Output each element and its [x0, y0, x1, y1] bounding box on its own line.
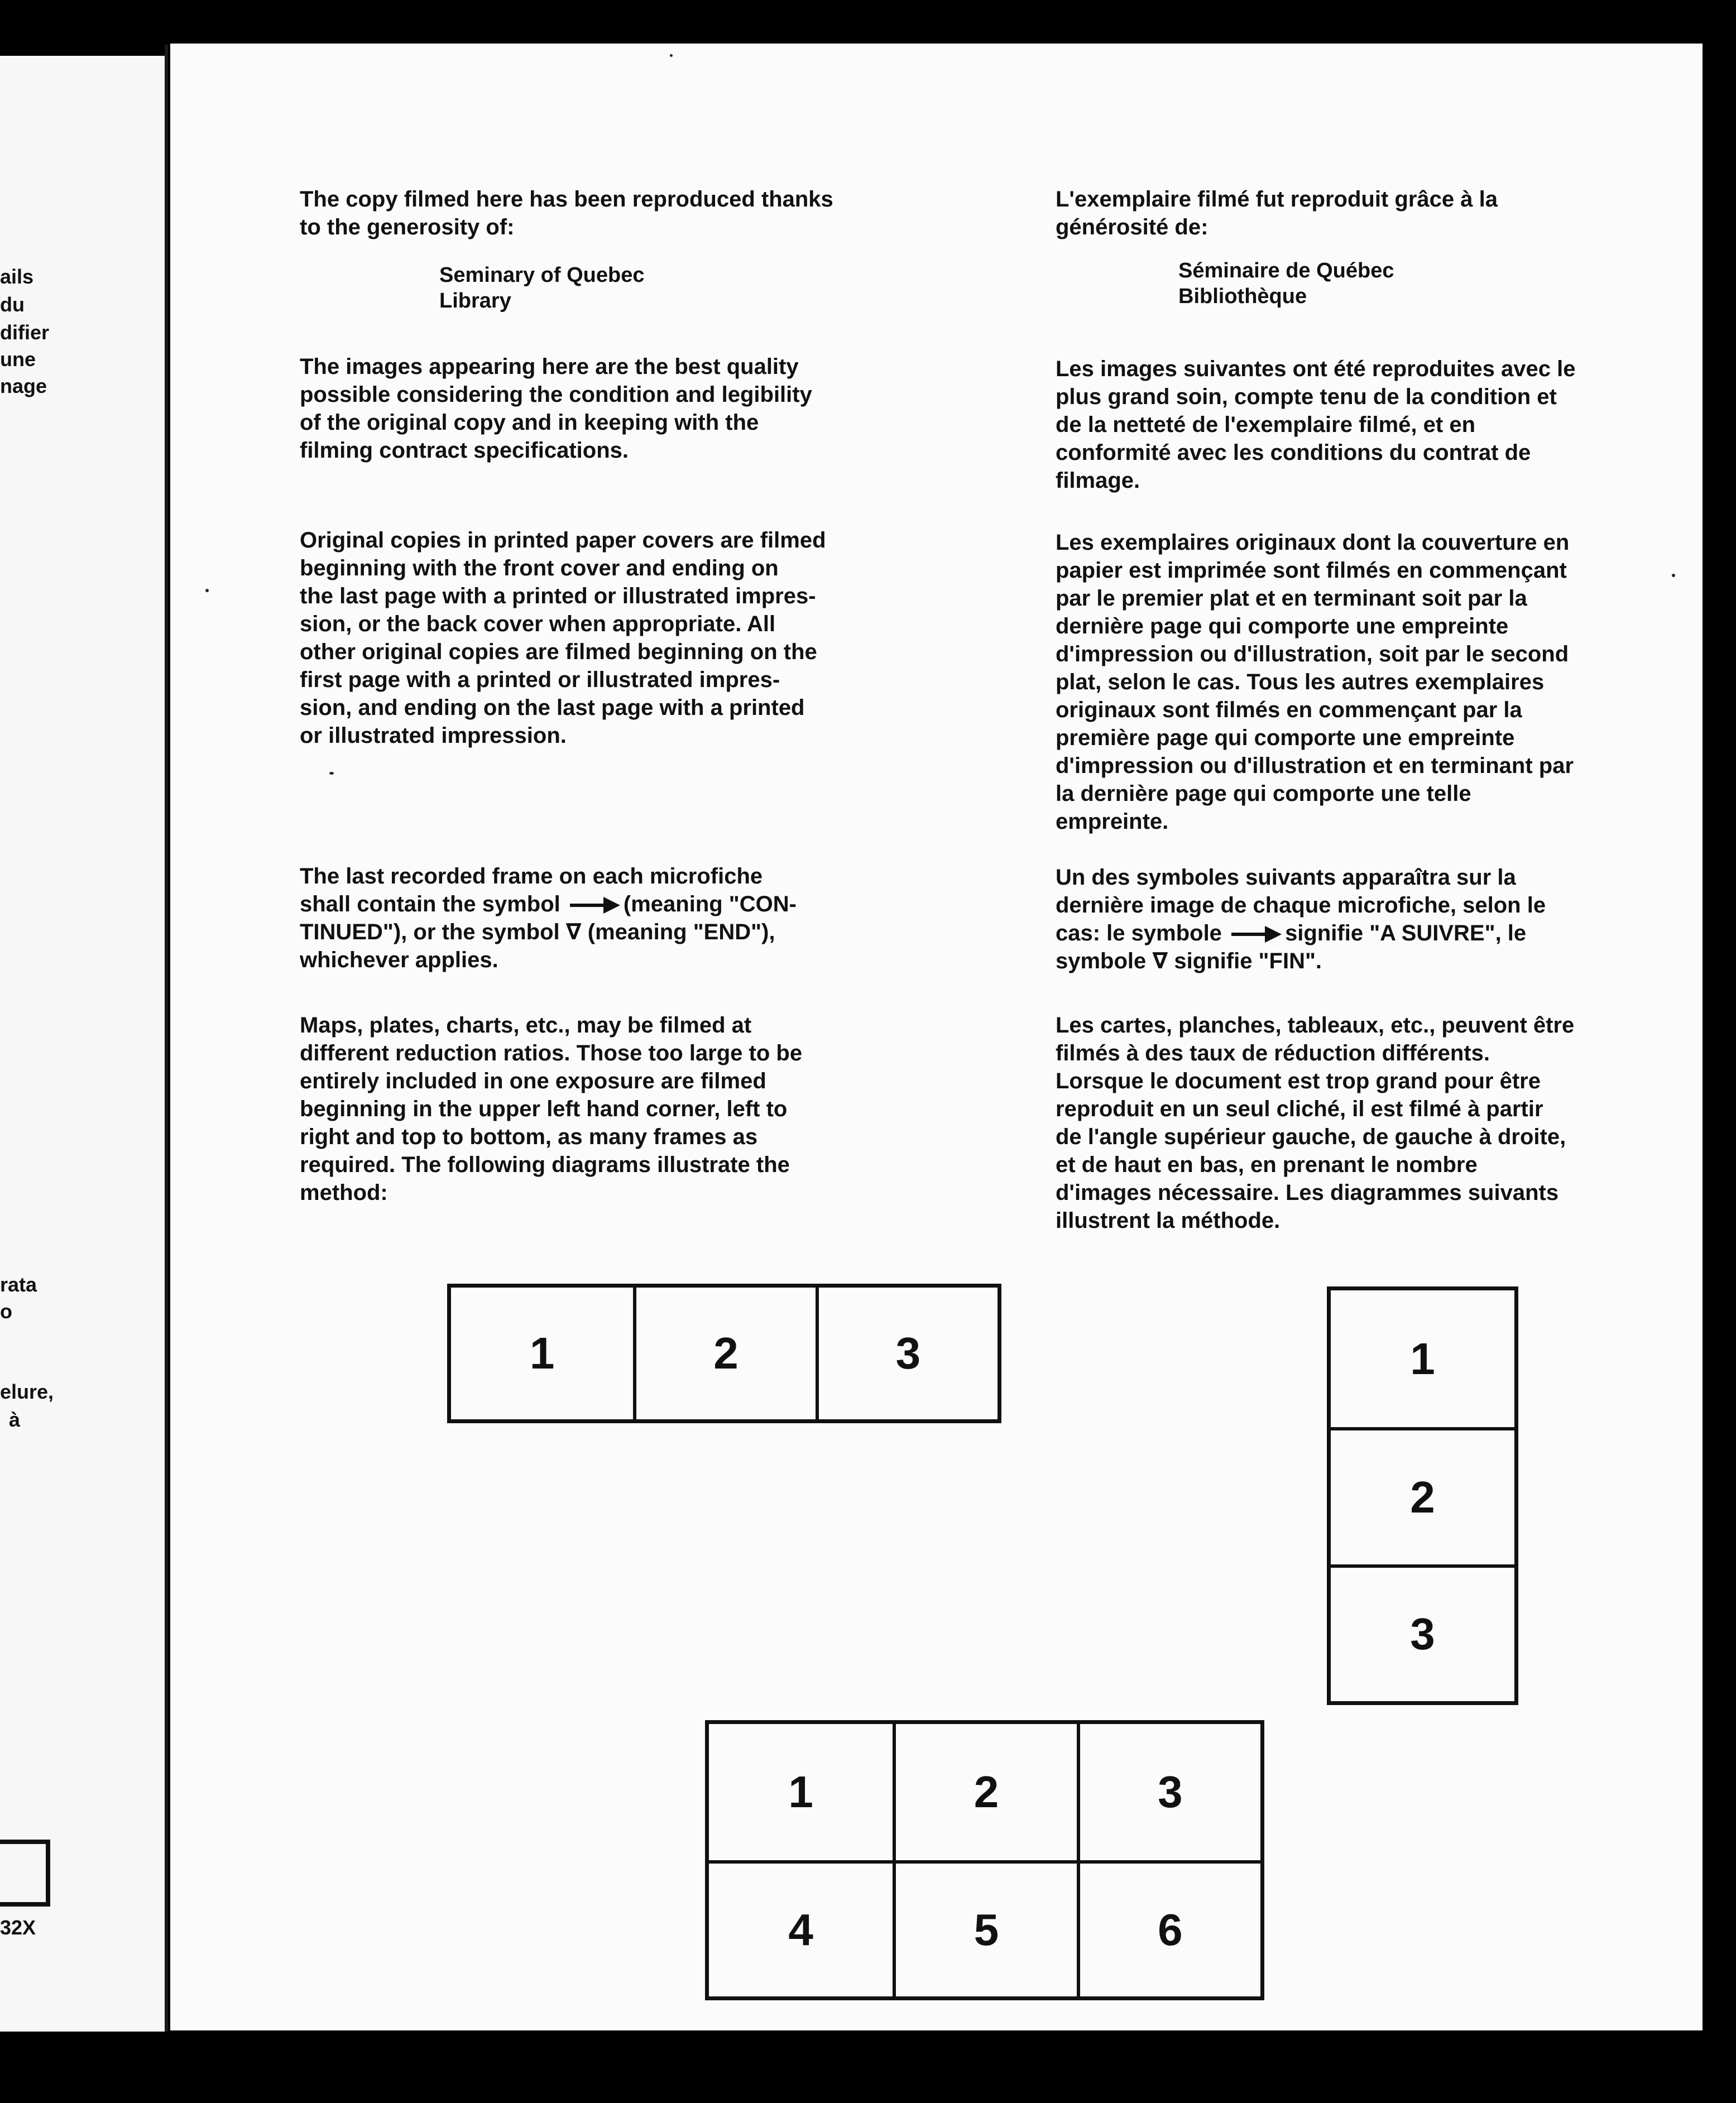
text-line: dernière page qui comporte une empreinte: [1056, 614, 1509, 638]
text-line: et de haut en bas, en prenant le nombre: [1056, 1153, 1478, 1177]
left-fragment-text: rata: [0, 1273, 37, 1296]
text-line: filming contract specifications.: [300, 438, 629, 463]
frame-cell: 4: [709, 1860, 893, 1996]
text-line: Les cartes, planches, tableaux, etc., peuvent être: [1056, 1013, 1575, 1038]
text-line: de l'angle supérieur gauche, de gauche à droite,: [1056, 1125, 1566, 1149]
text-line: d'impression ou d'illustration et en terminant par: [1056, 753, 1574, 778]
text-line: [300, 890, 797, 918]
frame-cell: 1: [788, 1767, 813, 1817]
reduction-ratio-box: [0, 1840, 50, 1907]
french-institution: [1056, 258, 1394, 309]
french-symbols-note: [1056, 863, 1546, 975]
frame-cell: 2: [893, 1724, 1076, 1860]
text-line: par le premier plat et en terminant soit par la: [1056, 586, 1527, 611]
left-fragment-text: 32X: [0, 1916, 36, 1939]
text-span: signifie "A SUIVRE", le: [1285, 921, 1527, 945]
left-fragment-text: difier: [0, 321, 50, 344]
text-line: right and top to bottom, as many frames as: [300, 1125, 758, 1149]
text-line: d'images nécessaire. Les diagrammes suivants: [1056, 1180, 1559, 1205]
frame-cell: 3: [1077, 1724, 1260, 1860]
text-line: conformité avec les conditions du contrat de: [1056, 440, 1531, 465]
text-line: of the original copy and in keeping with the: [300, 410, 759, 435]
text-line: first page with a printed or illustrated impres-: [300, 668, 780, 692]
text-line: beginning in the upper left hand corner, left to: [300, 1097, 788, 1121]
frame-cell: 2: [1331, 1427, 1514, 1564]
english-covers-note: [300, 526, 826, 750]
right-edge: [1703, 33, 1736, 2043]
text-line: different reduction ratios. Those too large to be: [300, 1041, 803, 1065]
text-line: Maps, plates, charts, etc., may be filmed at: [300, 1013, 752, 1038]
text-line: papier est imprimée sont filmés en commençant: [1056, 558, 1567, 583]
text-line: filmés à des taux de réduction différents.: [1056, 1041, 1490, 1065]
scan-speck: [670, 54, 673, 57]
text-line: Séminaire de Québec: [1178, 259, 1394, 282]
left-fragment-text: du: [0, 293, 25, 316]
text-line: Bibliothèque: [1178, 285, 1307, 308]
text-line: originaux sont filmés en commençant par la: [1056, 698, 1522, 722]
text-line: Library: [439, 289, 511, 313]
end-triangle-icon: ∇: [1152, 949, 1168, 973]
text-span: symbole: [1056, 949, 1147, 973]
text-line: [1056, 919, 1546, 947]
text-line: entirely included in one exposure are filmed: [300, 1069, 766, 1093]
text-line: sion, and ending on the last page with a printed: [300, 695, 805, 720]
text-line: plus grand soin, compte tenu de la condition et: [1056, 385, 1557, 409]
text-span: TINUED"), or the symbol: [300, 920, 560, 944]
frame-cell: 6: [1077, 1860, 1260, 1996]
text-line: plat, selon le cas. Tous les autres exemplaires: [1056, 670, 1545, 694]
text-line: Un des symboles suivants apparaîtra sur la: [1056, 865, 1516, 890]
text-line: illustrent la méthode.: [1056, 1208, 1281, 1233]
french-maps-note: [1056, 1011, 1574, 1235]
frame-cell: 3: [1331, 1564, 1514, 1701]
frame-cell: 2: [633, 1288, 815, 1419]
left-fragment-text: o: [0, 1300, 12, 1323]
french-covers-note: [1056, 529, 1574, 836]
left-fragment-text: elure,: [0, 1380, 54, 1403]
text-line: de la netteté de l'exemplaire filmé, et en: [1056, 412, 1476, 437]
text-line: première page qui comporte une empreinte: [1056, 726, 1515, 750]
diagram-vertical-strip: [1327, 1286, 1518, 1705]
text-line: la dernière page qui comporte une telle: [1056, 781, 1471, 806]
left-fragment-text: à: [9, 1408, 21, 1431]
french-thanks: [1056, 185, 1498, 241]
text-line: The images appearing here are the best quality: [300, 354, 799, 379]
text-line: the last page with a printed or illustrated impres-: [300, 584, 816, 608]
text-line: Les images suivantes ont été reproduites avec le: [1056, 357, 1576, 381]
english-symbols-note: [300, 862, 797, 974]
text-line: filmage.: [1056, 468, 1140, 493]
text-line: or illustrated impression.: [300, 723, 567, 748]
left-fragment-text: une: [0, 348, 36, 371]
text-line: Les exemplaires originaux dont la couverture en: [1056, 530, 1570, 555]
text-line: générosité de:: [1056, 215, 1209, 239]
frame-cell: 3: [816, 1288, 998, 1419]
text-line: possible considering the condition and legibility: [300, 382, 812, 407]
text-line: method:: [300, 1180, 388, 1205]
diagram-grid: [705, 1720, 1264, 2000]
text-line: to the generosity of:: [300, 215, 515, 239]
text-line: required. The following diagrams illustrate the: [300, 1153, 790, 1177]
frame-cell: 1: [529, 1328, 555, 1378]
text-line: d'impression ou d'illustration, soit par le second: [1056, 642, 1569, 666]
text-span: (meaning "CON-: [623, 892, 797, 916]
text-line: [300, 918, 797, 946]
text-line: other original copies are filmed beginning on the: [300, 640, 817, 664]
scan-speck: [1672, 574, 1675, 577]
page-fold: [165, 45, 168, 2032]
english-institution: [300, 262, 644, 314]
text-span: shall contain the symbol: [300, 892, 560, 916]
text-line: beginning with the front cover and ending on: [300, 556, 779, 580]
text-line: reproduit en un seul cliché, il est filmé à partir: [1056, 1097, 1543, 1121]
english-maps-note: [300, 1011, 802, 1207]
frame-cell: 1: [1410, 1333, 1435, 1384]
text-line: Original copies in printed paper covers are filmed: [300, 528, 826, 553]
text-line: The last recorded frame on each microfiche: [300, 864, 763, 889]
left-fragment-text: ails: [0, 265, 34, 288]
french-quality-note: [1056, 355, 1575, 494]
english-quality-note: [300, 353, 812, 464]
text-line: The copy filmed here has been reproduced thanks: [300, 187, 833, 212]
bottom-edge: [0, 2032, 1736, 2103]
text-span: (meaning "END"),: [587, 920, 775, 944]
text-line: whichever applies.: [300, 948, 498, 972]
text-line: sion, or the back cover when appropriate. All: [300, 612, 776, 636]
scan-speck: [205, 589, 209, 592]
text-span: cas: le symbole: [1056, 921, 1222, 945]
frame-cell: 5: [893, 1860, 1076, 1996]
text-line: dernière image de chaque microfiche, selon le: [1056, 893, 1546, 918]
text-line: [1056, 947, 1546, 975]
text-line: empreinte.: [1056, 809, 1169, 834]
english-thanks: [300, 185, 833, 241]
continued-arrow-icon: [1231, 930, 1282, 938]
text-line: Seminary of Quebec: [439, 263, 645, 287]
diagram-horizontal-strip: [447, 1284, 1001, 1423]
left-fragment-text: nage: [0, 374, 47, 397]
text-line: Lorsque le document est trop grand pour être: [1056, 1069, 1541, 1093]
end-triangle-icon: ∇: [565, 920, 582, 944]
continued-arrow-icon: [570, 901, 620, 909]
text-line: L'exemplaire filmé fut reproduit grâce à la: [1056, 187, 1498, 212]
text-span: signifie "FIN".: [1174, 949, 1322, 973]
scan-speck: [329, 772, 334, 775]
